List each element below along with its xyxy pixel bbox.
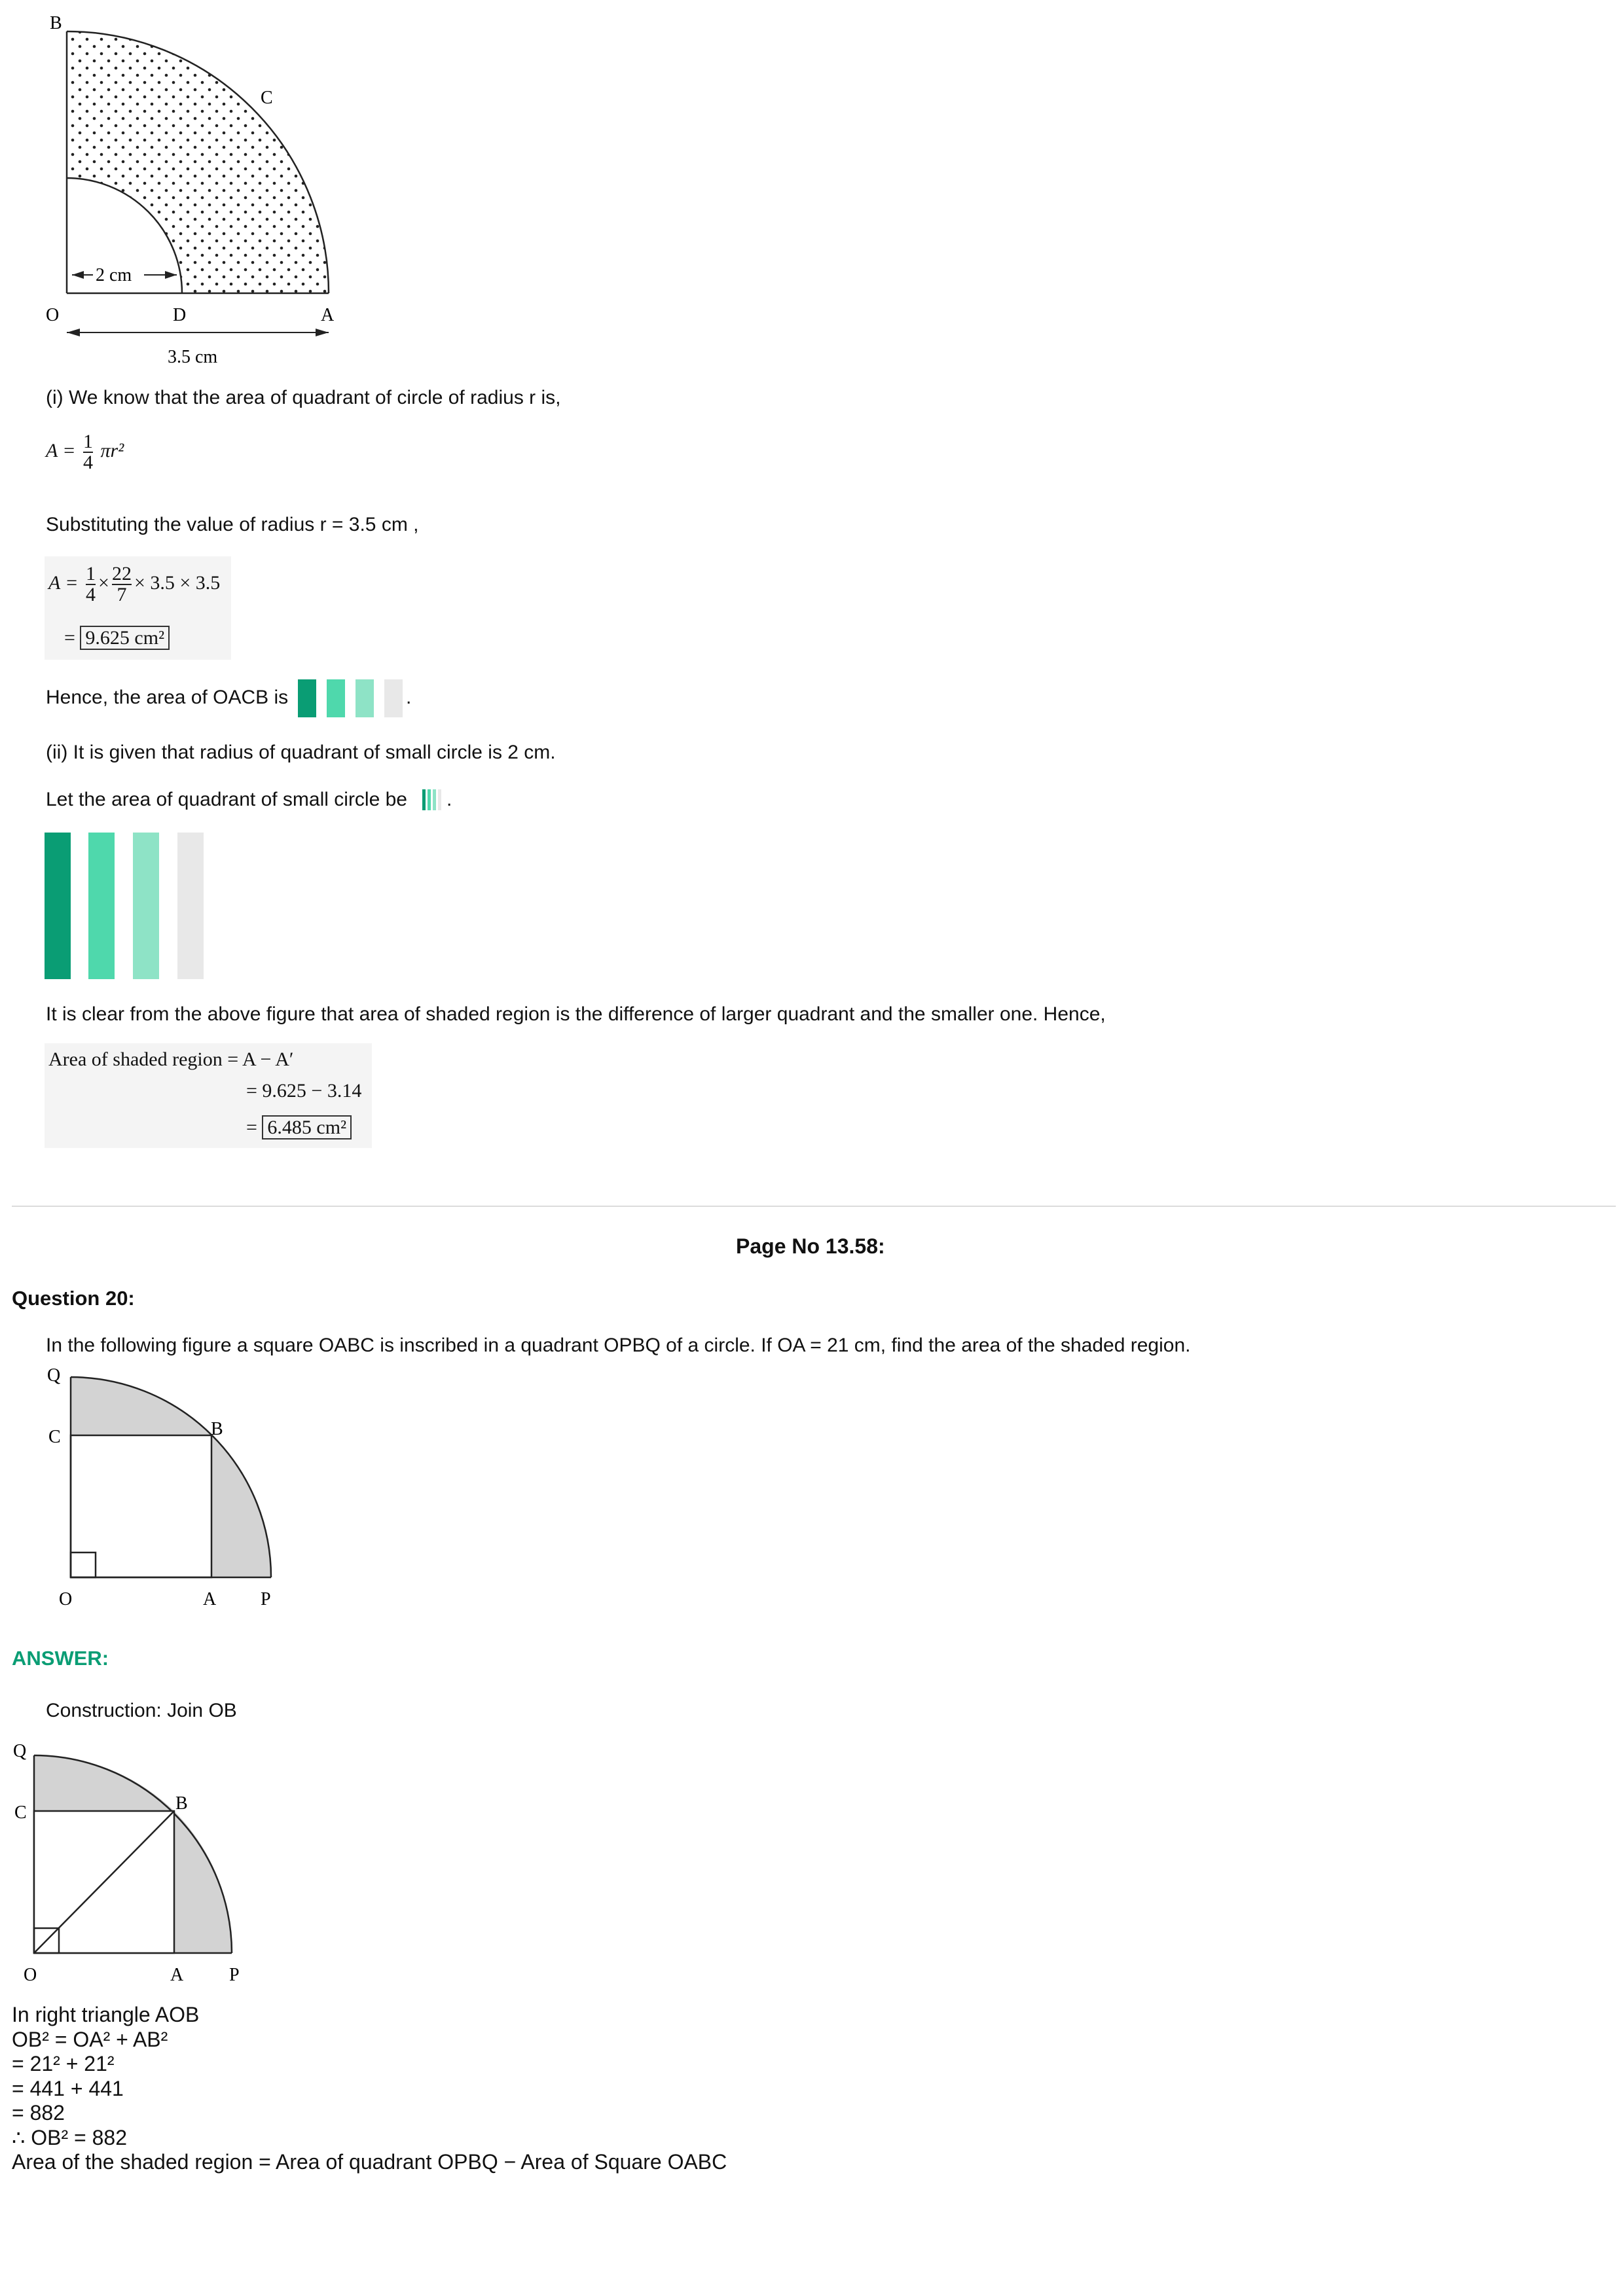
formula-num: 1 <box>83 431 94 452</box>
bar-4 <box>384 679 403 717</box>
question-text: In the following figure a square OABC is inscribed in a quadrant OPBQ of a circle. If OA = 21 cm, find the area of the shaded region. <box>46 1335 1191 1356</box>
question-figure <box>39 1361 301 1610</box>
label-d: D <box>173 305 187 325</box>
square-oabc <box>71 1435 211 1577</box>
calc-frac1 <box>86 564 96 605</box>
hence-text: Hence, the area of OACB is <box>46 687 289 708</box>
answer-line: OB² = OA² + AB² <box>12 2027 168 2051</box>
shaded-region-top <box>34 1755 174 1811</box>
section-divider <box>12 1206 1616 1207</box>
fig-label-o: O <box>24 1965 37 1985</box>
fig-label-c: C <box>48 1427 61 1447</box>
shaded-region-right <box>211 1435 271 1577</box>
quadrant-ring-figure <box>26 7 354 373</box>
calc-eq: = <box>64 627 75 649</box>
calc-den2: 7 <box>117 584 127 605</box>
answer-figure <box>7 1737 268 1986</box>
answer-line: Area of the shaded region = Area of quadrant OPBQ − Area of Square OABC <box>12 2150 727 2174</box>
calc-num1: 1 <box>86 563 96 584</box>
formula-fraction <box>83 432 93 473</box>
substitute-text: Substituting the value of radius r = 3.5 cm , <box>46 514 419 535</box>
shaded-eq: = <box>246 1117 257 1138</box>
area-calculation <box>45 556 231 660</box>
shaded-region-top <box>71 1377 211 1435</box>
formula-rhs: πr² <box>100 439 124 461</box>
part2-clear: It is clear from the above figure that area of shaded region is the difference of larger quadrant and the smaller one. Hence, <box>46 1003 1106 1025</box>
fig-label-b: B <box>175 1793 188 1814</box>
label-o: O <box>46 305 60 325</box>
calc-lhs: A = <box>48 571 79 594</box>
formula-lhs: A = <box>46 439 76 461</box>
fig-label-b: B <box>211 1419 223 1439</box>
bar-2 <box>327 679 345 717</box>
fig-label-q: Q <box>13 1741 27 1761</box>
page-number: Page No 13.58: <box>736 1234 885 1258</box>
answer-line: = 882 <box>12 2101 65 2125</box>
calc-frac2 <box>112 564 132 605</box>
label-a: A <box>321 305 335 325</box>
quadrant-area-formula <box>46 432 124 473</box>
construction-text: Construction: Join OB <box>46 1700 237 1721</box>
bar-1 <box>298 679 316 717</box>
label-b: B <box>50 13 62 33</box>
part2-let: Let the area of quadrant of small circle be <box>46 789 407 810</box>
fig-label-p: P <box>229 1965 240 1985</box>
inner-dim-label: 2 cm <box>96 265 132 285</box>
formula-den: 4 <box>83 452 94 473</box>
answer-line: = 441 + 441 <box>12 2076 124 2100</box>
label-c: C <box>261 88 273 108</box>
calc-result: 9.625 cm² <box>80 626 170 650</box>
fig-label-a: A <box>170 1965 184 1985</box>
answer-line: In right triangle AOB <box>12 2003 200 2026</box>
answer-line: = 21² + 21² <box>12 2052 115 2075</box>
shaded-area-calculation <box>45 1043 372 1148</box>
answer-line: ∴ OB² = 882 <box>12 2125 127 2149</box>
bar-2 <box>88 833 115 979</box>
calc-den1: 4 <box>86 584 96 605</box>
fig-label-a: A <box>203 1589 217 1609</box>
part2-given: (ii) It is given that radius of quadrant of small circle is 2 cm. <box>46 742 556 763</box>
dotted-ring-region <box>67 31 329 293</box>
right-angle-mark <box>71 1552 96 1577</box>
answer-steps <box>12 2003 727 2175</box>
bar-3 <box>133 833 159 979</box>
shaded-label: Area of shaded region = A − A′ <box>48 1049 294 1070</box>
bar-4 <box>177 833 204 979</box>
question-title: Question 20: <box>12 1287 135 1310</box>
fig-label-p: P <box>261 1589 271 1609</box>
calc-times: × <box>98 571 109 594</box>
calc-rest: × 3.5 × 3.5 <box>134 571 221 594</box>
answer-title: ANSWER: <box>12 1647 109 1670</box>
outer-dim-label: 3.5 cm <box>168 347 218 367</box>
calc-num2: 22 <box>111 563 132 584</box>
fig-label-q: Q <box>47 1365 61 1386</box>
bar-3 <box>356 679 374 717</box>
fig-label-o: O <box>59 1589 73 1609</box>
bar-1 <box>45 833 71 979</box>
shaded-region-right <box>174 1811 232 1953</box>
shaded-step: = 9.625 − 3.14 <box>246 1080 362 1102</box>
shaded-result: 6.485 cm² <box>262 1115 352 1139</box>
part1-intro: (i) We know that the area of quadrant of circle of radius r is, <box>46 387 561 408</box>
fig-label-c: C <box>14 1803 27 1823</box>
